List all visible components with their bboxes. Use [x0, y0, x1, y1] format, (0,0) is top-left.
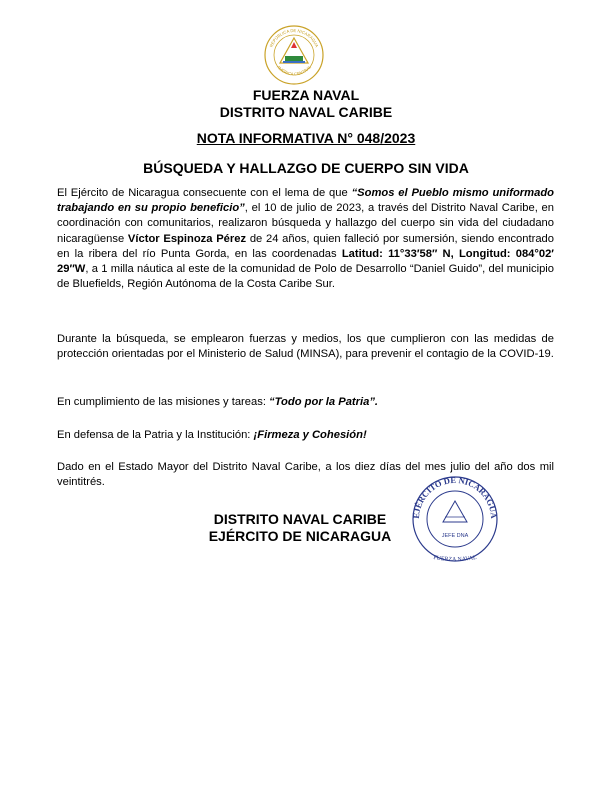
- svg-text:AMÉRICA CENTRAL: AMÉRICA CENTRAL: [275, 64, 313, 77]
- note-number-title: NOTA INFORMATIVA N° 048/2023: [196, 130, 416, 146]
- svg-text:JEFE DNA: JEFE DNA: [441, 533, 469, 539]
- signature-distrito: DISTRITO NAVAL CARIBE: [213, 511, 387, 527]
- official-stamp-icon: [405, 475, 505, 565]
- paragraph-missions: En cumplimiento de las misiones y tareas: “Todo por la Patria”.: [57, 396, 379, 408]
- paragraph-defense: En defensa de la Patria y la Institución: ¡Firmeza y Cohesión!: [57, 429, 367, 441]
- paragraph-measures: Durante la búsqueda, se emplearon fuerzas y medios, los que cumplieron con las medidas de protección orientadas por el Ministerio de Salud (MINSA), para prevenir el contagio de la COVID-19.: [57, 333, 554, 361]
- nicaragua-coat-of-arms-icon: [263, 24, 325, 86]
- signature-ejercito: EJÉRCITO DE NICARAGUA: [208, 528, 392, 544]
- paragraph-date: Dado en el Estado Mayor del Distrito Naval Caribe, a los diez días del mes julio del año dos mil veintitrés.: [57, 461, 554, 489]
- svg-text:EJÉRCITO DE NICARAGUA: EJÉRCITO DE NICARAGUA: [410, 475, 500, 519]
- note-subject-title: BÚSQUEDA Y HALLAZGO DE CUERPO SIN VIDA: [143, 160, 469, 176]
- svg-text:REPÚBLICA DE NICARAGUA: REPÚBLICA DE NICARAGUA: [268, 27, 320, 48]
- victim-name: Víctor Espinoza Pérez: [127, 232, 247, 245]
- army-motto: “Somos el Pueblo mismo uniformado trabajando en su propio beneficio”: [57, 187, 554, 215]
- coordinates: Latitud: 11°33′58″ N, Longitud: 084°02′ 29″W: [57, 247, 554, 276]
- header-fuerza-naval: FUERZA NAVAL: [252, 87, 360, 103]
- paragraph-incident: El Ejército de Nicaragua consecuente con el lema de que “Somos el Pueblo mismo uniformado trabajando en su propio beneficio”, el 10 de julio de 2023, a través del Distrito Naval Caribe, en coordinación con comunitarios, realizaron búsqueda y hallazgo del cuerpo sin vida del ciudadano nicaragüense Víctor Espinoza Pérez de 24 años, quien falleció por sumersión, siendo encontrado en la ribera del río Punta Gorda, en las coordenadas Latitud: 11°33′58″ N, Longitud: 084°02′ 29″W, a 1 milla náutica al este de la comunidad de Polo de Desarrollo “Daniel Guido”, del municipio de Bluefields, Región Autónoma de la Costa Caribe Sur.: [57, 187, 555, 291]
- slogan-firmeza-cohesion: ¡Firmeza y Cohesión!: [253, 429, 367, 441]
- header-distrito-naval: DISTRITO NAVAL CARIBE: [219, 104, 393, 120]
- slogan-todo-por-la-patria: “Todo por la Patria”.: [269, 396, 379, 408]
- svg-text:FUERZA NAVAL: FUERZA NAVAL: [432, 554, 478, 564]
